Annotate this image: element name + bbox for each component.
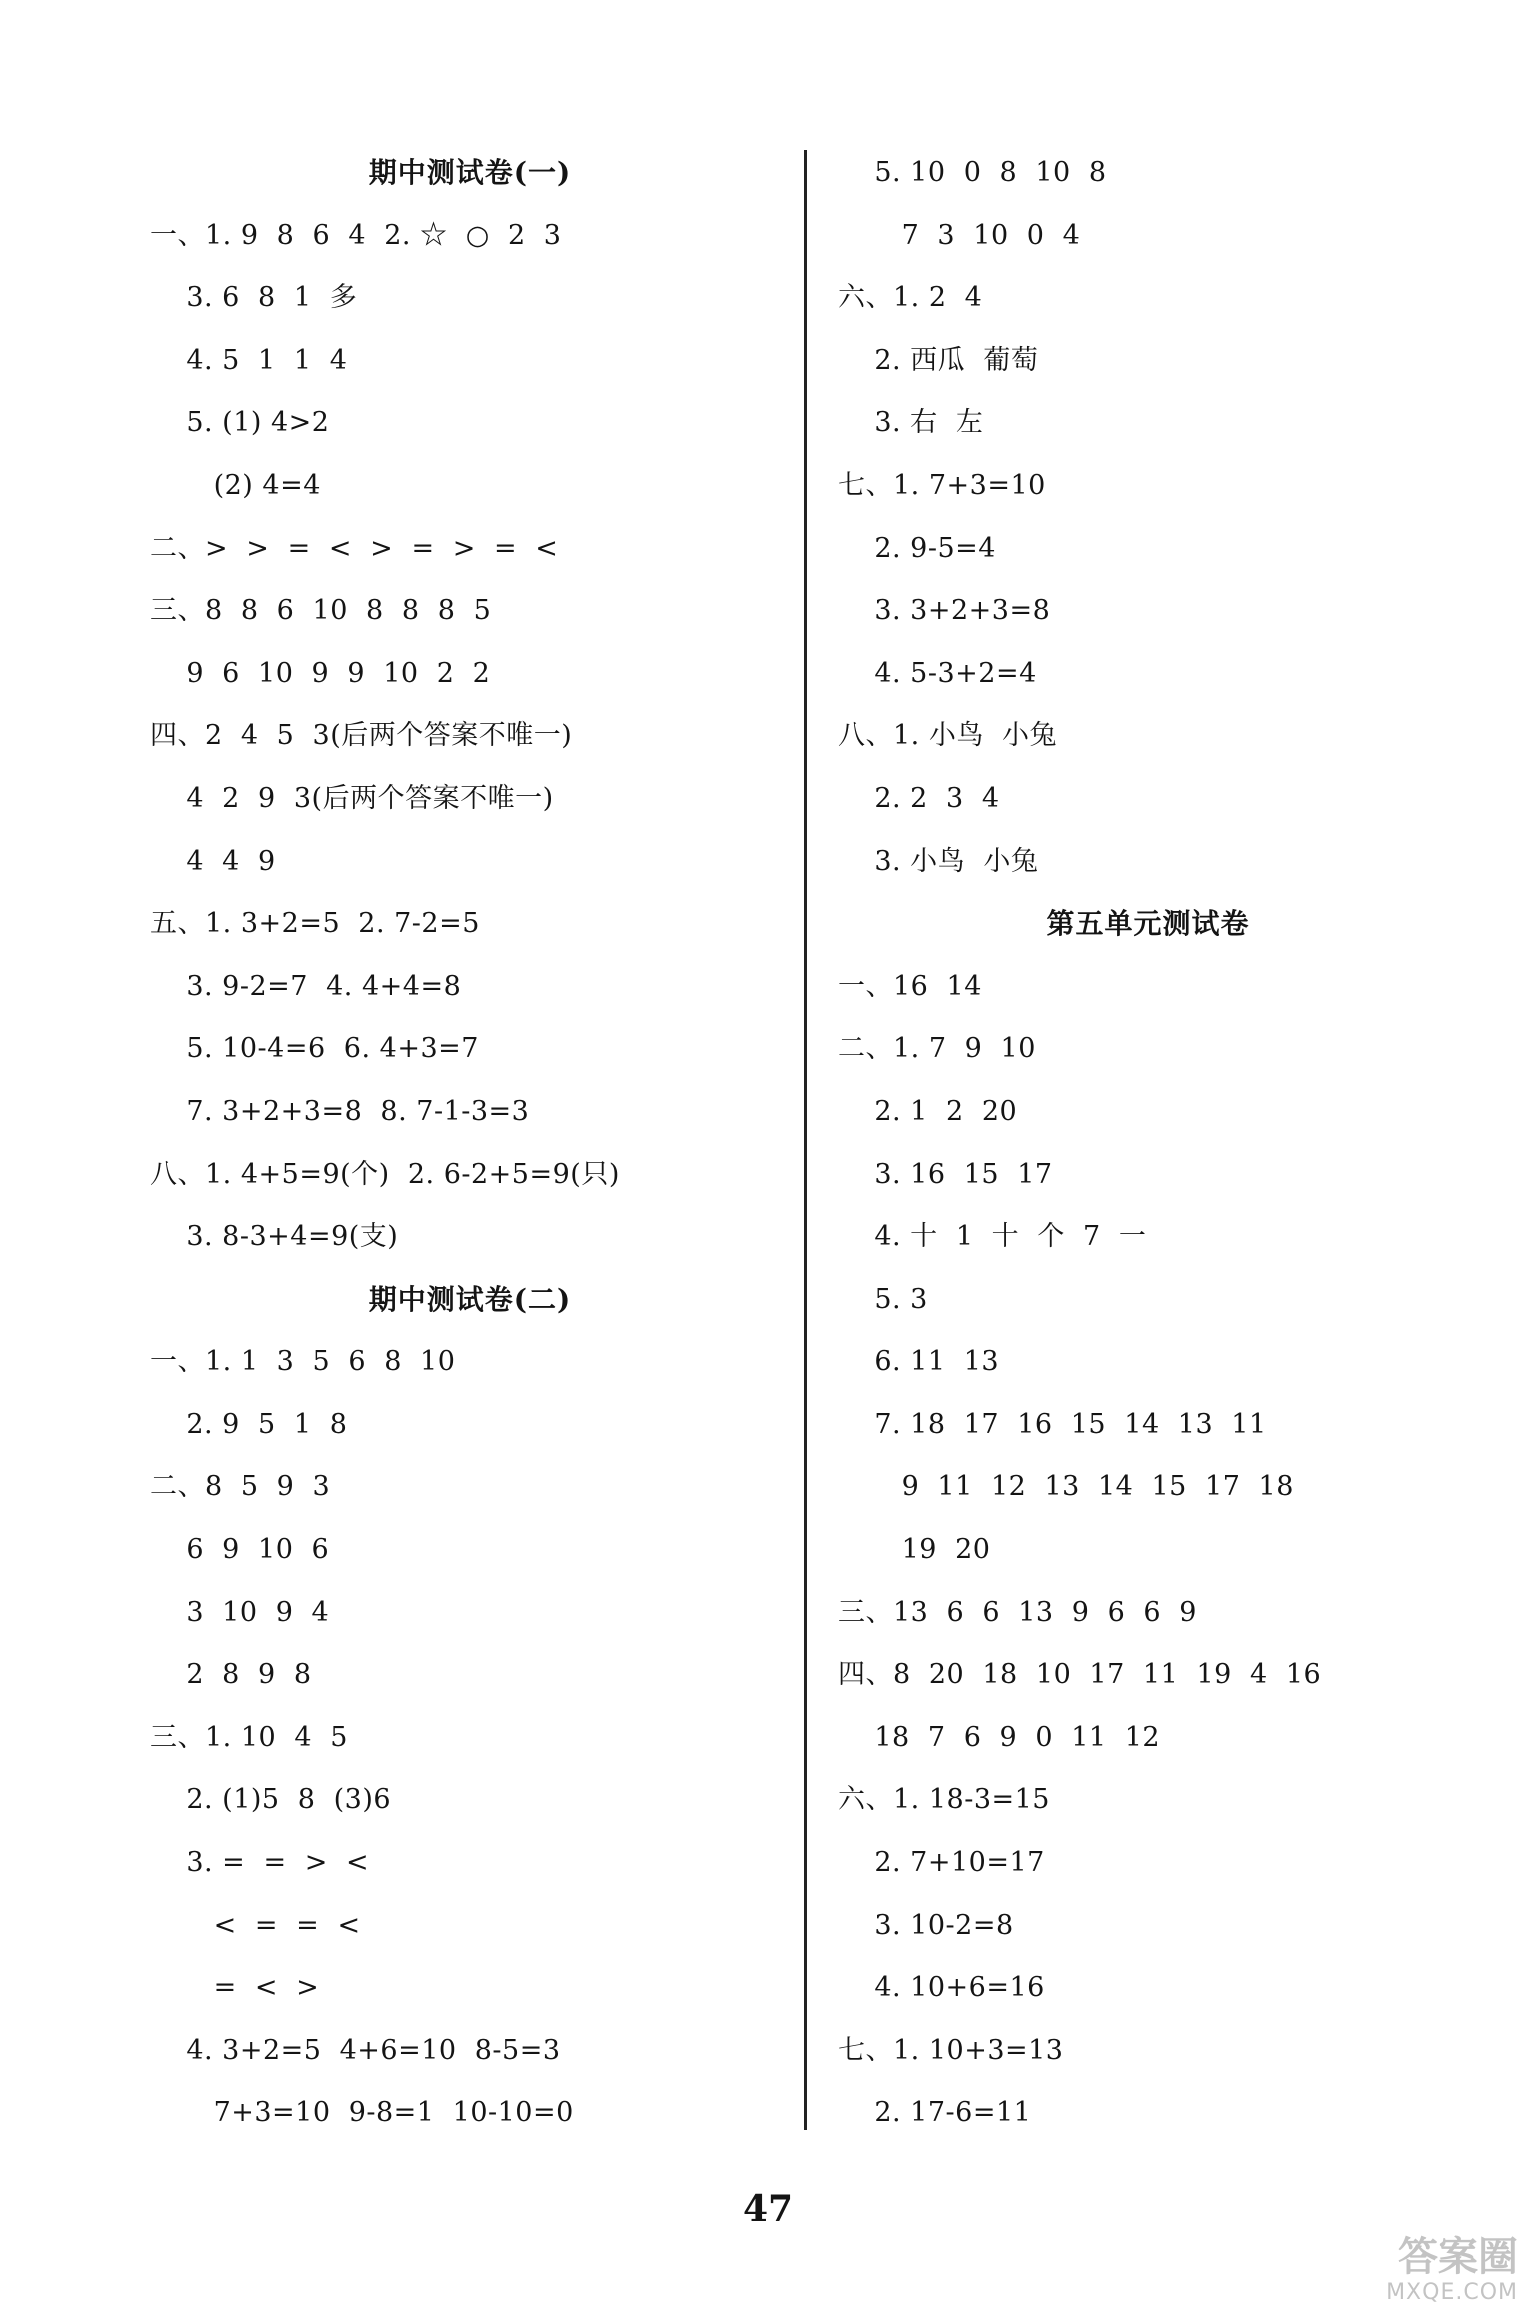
answer-line: 2. 9 5 1 8 <box>150 1408 348 1440</box>
answer-line: 6. 11 13 <box>838 1346 1000 1378</box>
answer-line: 七、1. 10+3=13 <box>838 2034 1064 2066</box>
answer-line: 4 4 9 <box>150 845 276 877</box>
section-heading: 第五单元测试卷 <box>1046 907 1250 941</box>
answer-line: 四、8 20 18 10 17 11 19 4 16 <box>838 1659 1322 1691</box>
right-column <box>838 142 1458 2145</box>
page-number: 47 <box>742 2188 794 2230</box>
answer-line: 18 7 6 9 0 11 12 <box>838 1721 1161 1753</box>
answer-line: 3. 3+2+3=8 <box>838 595 1051 627</box>
answer-line: 2. 2 3 4 <box>838 782 1000 814</box>
watermark-bottom: MXQE.COM <box>1386 2280 1518 2305</box>
answer-line: 9 11 12 13 14 15 17 18 <box>838 1471 1294 1503</box>
answer-line: 三、13 6 6 13 9 6 6 9 <box>838 1596 1197 1628</box>
answer-line: 4. 3+2=5 4+6=10 8-5=3 <box>150 2034 561 2066</box>
answer-line: 2. 7+10=17 <box>838 1847 1045 1879</box>
section-heading: 期中测试卷(一) <box>368 156 572 189</box>
answer-line: 六、1. 2 4 <box>838 282 983 314</box>
answer-line: 7. 18 17 16 15 14 13 11 <box>838 1408 1267 1440</box>
answer-line: 一、1. 1 3 5 6 8 10 <box>150 1346 456 1378</box>
answer-line: 八、1. 小鸟 小兔 <box>838 720 1058 752</box>
answer-line: 三、8 8 6 10 8 8 8 5 <box>150 595 492 627</box>
answer-line: 6 9 10 6 <box>150 1534 330 1566</box>
answer-line: 二、> > = < > = > = < <box>150 532 559 564</box>
answer-line: 7+3=10 9-8=1 10-10=0 <box>150 2097 574 2129</box>
answer-line: 3. 8-3+4=9(支) <box>150 1221 399 1253</box>
answer-line: 5. (1) 4>2 <box>150 407 330 439</box>
answer-line: 2. 9-5=4 <box>838 532 996 564</box>
answer-line: 4. 5-3+2=4 <box>838 657 1037 689</box>
answer-line: 2. 西瓜 葡萄 <box>838 344 1039 376</box>
answer-line: 3. 6 8 1 多 <box>150 282 358 314</box>
answer-line: 3. 16 15 17 <box>838 1158 1053 1190</box>
answer-line: 7 3 10 0 4 <box>838 219 1081 251</box>
column-divider <box>804 150 807 2130</box>
watermark-top: 答案圈 <box>1398 2234 1518 2280</box>
answer-line: 3. = = > < <box>150 1847 370 1879</box>
answer-line: 2. (1)5 8 (3)6 <box>150 1784 392 1816</box>
answer-line: 八、1. 4+5=9(个) 2. 6-2+5=9(只) <box>150 1158 620 1190</box>
answer-line: 4. 十 1 十 个 7 一 <box>838 1221 1147 1253</box>
answer-line: 5. 10 0 8 10 8 <box>838 157 1107 188</box>
answer-line: 3. 小鸟 小兔 <box>838 845 1039 877</box>
answer-line: 一、1. 9 8 6 4 2. ☆ ○ 2 3 <box>150 219 562 251</box>
answer-line: = < > <box>150 1972 320 2004</box>
answer-line: 2 8 9 8 <box>150 1659 312 1691</box>
answer-line: 2. 1 2 20 <box>838 1095 1018 1127</box>
answer-line: 七、1. 7+3=10 <box>838 469 1046 501</box>
answer-line: 3. 右 左 <box>838 407 984 439</box>
answer-line: 5. 10-4=6 6. 4+3=7 <box>150 1033 479 1065</box>
answer-line: 4. 5 1 1 4 <box>150 344 348 376</box>
answer-line: 二、1. 7 9 10 <box>838 1033 1036 1065</box>
watermark-logo <box>1278 2234 1518 2314</box>
answer-line: 五、1. 3+2=5 2. 7-2=5 <box>150 908 480 940</box>
answer-line: 7. 3+2+3=8 8. 7-1-3=3 <box>150 1095 530 1127</box>
answer-line: 9 6 10 9 9 10 2 2 <box>150 657 491 689</box>
answer-line: 4. 10+6=16 <box>838 1972 1045 2004</box>
answer-line: 19 20 <box>838 1534 991 1566</box>
answer-line: (2) 4=4 <box>150 469 321 501</box>
section-heading: 期中测试卷(二) <box>368 1282 572 1316</box>
answer-line: 3 10 9 4 <box>150 1596 330 1628</box>
answer-line: 3. 10-2=8 <box>838 1909 1014 1941</box>
answer-line: 二、8 5 9 3 <box>150 1471 331 1503</box>
answer-line: < = = < <box>150 1909 361 1941</box>
answer-line: 2. 17-6=11 <box>838 2097 1032 2129</box>
answer-line: 六、1. 18-3=15 <box>838 1784 1050 1816</box>
answer-line: 5. 3 <box>838 1283 928 1315</box>
answer-line: 4 2 9 3(后两个答案不唯一) <box>150 782 554 814</box>
answer-line: 一、16 14 <box>838 970 982 1002</box>
answer-line: 3. 9-2=7 4. 4+4=8 <box>150 970 462 1002</box>
answer-line: 四、2 4 5 3(后两个答案不唯一) <box>150 720 573 752</box>
answer-line: 三、1. 10 4 5 <box>150 1721 348 1753</box>
left-column <box>150 142 790 2145</box>
